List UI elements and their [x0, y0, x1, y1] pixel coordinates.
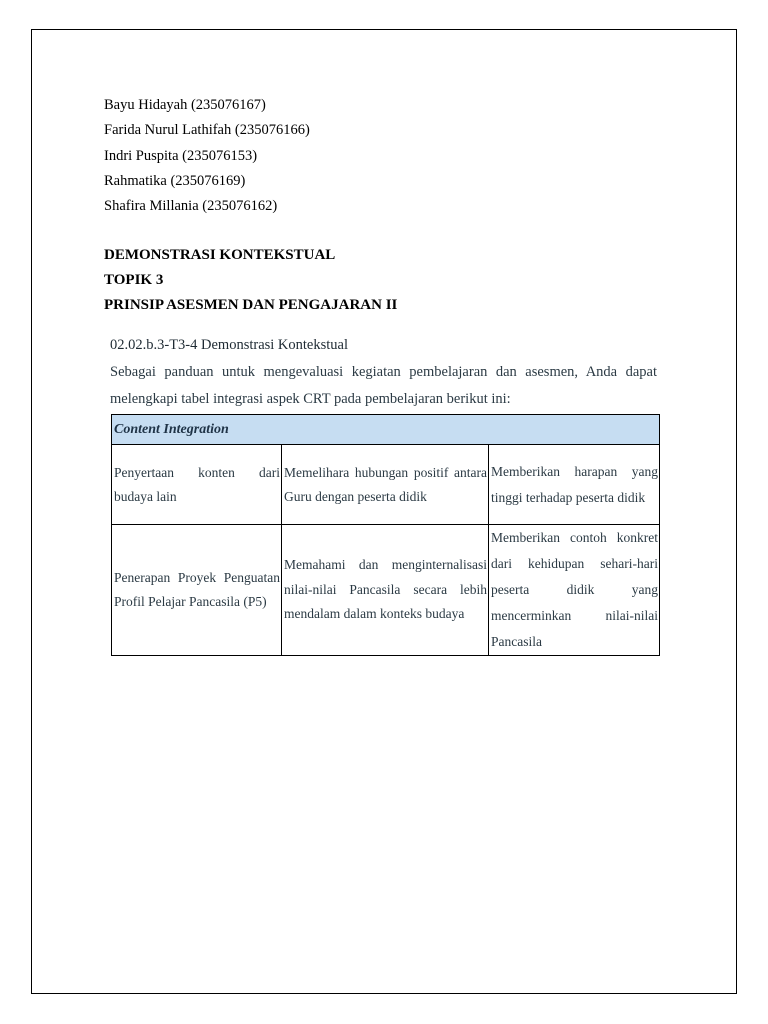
topic-title: TOPIK 3 — [104, 272, 164, 288]
crt-integration-table — [111, 414, 660, 656]
author-name: Shafira Millania (235076162) — [104, 198, 278, 215]
document-headings — [104, 243, 397, 318]
table-cell: Memberikan harapan yang tinggi terhadap peserta didik — [489, 445, 660, 525]
table-row — [112, 445, 660, 525]
author-name: Indri Puspita (235076153) — [104, 147, 258, 164]
table-cell: Memberikan contoh konkret dari kehidupan sehari-hari peserta didik yang mencerminkan nilai-nilai Pancasila — [489, 525, 660, 656]
table-row — [112, 525, 660, 656]
subtopic-title: PRINSIP ASESMEN DAN PENGAJARAN II — [104, 297, 398, 313]
table-header-row — [112, 415, 660, 445]
author-name: Bayu Hidayah (235076167) — [104, 97, 266, 113]
activity-code: 02.02.b.3-T3-4 Demonstrasi Kontekstual — [110, 337, 349, 353]
document-title: DEMONSTRASI KONTEKSTUAL — [104, 247, 336, 263]
table-cell: Penerapan Proyek Penguatan Profil Pelajar Pancasila (P5) — [112, 525, 282, 656]
author-list — [104, 93, 310, 219]
table-header-cell — [112, 415, 660, 445]
table-cell: Memelihara hubungan positif antara Guru dengan peserta didik — [282, 445, 489, 525]
author-name: Farida Nurul Lathifah (235076166) — [104, 122, 310, 139]
table-cell: Memahami dan menginternalisasi nilai-nilai Pancasila secara lebih mendalam dalam konteks budaya — [282, 525, 489, 656]
intro-paragraph: Sebagai panduan untuk mengevaluasi kegiatan pembelajaran dan asesmen, Anda dapat melengkapi tabel integrasi aspek CRT pada pembelajaran berikut ini: — [110, 364, 657, 407]
table-cell: Penyertaan konten dari budaya lain — [112, 445, 282, 525]
author-name: Rahmatika (235076169) — [104, 172, 246, 189]
table-header-label: Content Integration — [114, 422, 229, 437]
